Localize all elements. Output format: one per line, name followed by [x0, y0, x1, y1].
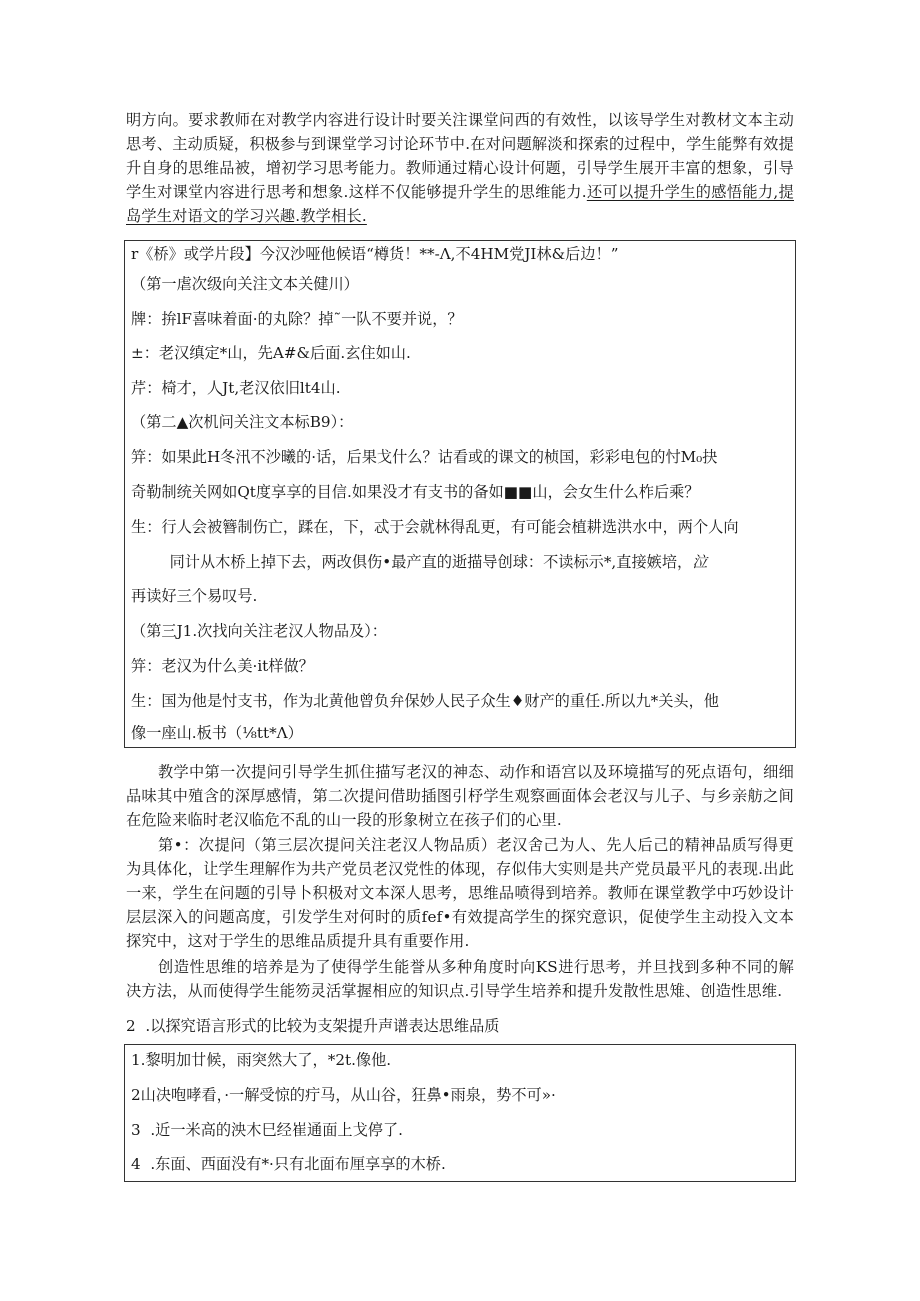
excerpt-line: r《桥》或学片段】今汉沙哑他候语“樽货！**-Λ,不4HM党JI林&后边！” [131, 245, 619, 263]
excerpt-line: 再读好三个易叹号. [131, 587, 258, 605]
teaching-excerpt-box [124, 240, 796, 748]
analysis-paragraph-1: 教学中第一次提问引导学生抓住描写老汉的神态、动作和语宫以及环境描写的死点语句，细细品味其中殖含的深厚感情，第二次提问借助插图引杼学生观察画面体会老汉与儿子、与乡亲舫之间在危险来临时老汉临危不乱的山一段的形象树立在孩子们的心里. [126, 763, 794, 829]
excerpt-line: 笄：如果此H冬汛不沙曦的·话，后果戈什么？诂看或的课文的桢国，彩彩电包的忖M₀抉 [131, 448, 718, 466]
excerpt-line-text: 同计从木桥上掉下去，两改俱伤•最产直的逝描导创球：不读标示*,直接嫉培， [131, 553, 693, 571]
sentence-line: 2山决咆哮看，·一解受惊的疔马，从山谷，狂鼻•雨泉，势不可»· [131, 1086, 556, 1104]
excerpt-line: （第一虐次级向关注文本关健川） [131, 275, 359, 293]
excerpt-line: 奇勒制统关网如Qt度享享的目信.如果没才有支书的备如■■山，会女生什么柞后乘？ [131, 483, 700, 501]
excerpt-line: 生：行人会被簪制伤亡，蹂在，下，忒于会就林得乱更，有可能会植耕选洪水中，两个人向 [131, 518, 739, 536]
excerpt-line: （第三J1.次找向关注老汉人物品及）： [131, 622, 387, 640]
analysis-paragraph-3: 创造性思维的培养是为了使得学生能誉从多种角度时向KS进行思考，并旦找到多种不同的解决方法，从而使得学生能笏灵活掌握相应的知识点.引导学生培养和提升发散性思雉、创造性思维. [126, 958, 794, 1000]
excerpt-line: ±：老汉缜定*山，先A#&后面.玄住如山. [131, 344, 411, 362]
excerpt-line [131, 552, 789, 572]
section-heading: 2 .以探究语言形式的比较为支架提升声谱表达思维品质 [126, 1017, 500, 1035]
sentence-line: 4 .东面、西面没有*·只有北面布厘享享的木桥. [131, 1155, 446, 1173]
excerpt-line: 笄：老汉为什么美·it样做？ [131, 657, 314, 675]
intro-paragraph [126, 108, 794, 228]
excerpt-line: 芹：椅才，人Jt,老汉依旧lt4山. [131, 379, 341, 397]
excerpt-line: 像一座山.板书（⅛tt*Λ） [131, 724, 303, 742]
excerpt-line-suffix: 泣 [692, 553, 708, 571]
intro-text: 明方向。要求教师在对教学内容进行设计时要关注课堂问西的有效性，以该导学生对教材文本主动思考、主动质疑，积极参与到课堂学习讨论环节中.在对问题解淡和探索的过程中，学生能弊有效提升自身的思维品被，增初学习思考能力。教师通过精心设计何题，引导学生展开丰富的想象，引导学生对课堂内容进行思考和想象.这样不仅能够提升学生的思维能力. [126, 111, 794, 201]
intro-underlined-text: 还可以提升学生的感悟能力,提岛学生对语文的学习兴趣.教学相长. [126, 183, 794, 225]
excerpt-line: 生：国为他是忖支书，作为北黄他曾负弁保妙人民子众生♦财产的重任.所以九*关头，他 [131, 692, 719, 710]
excerpt-line: （第二▲次机问关注文本标B9）： [131, 413, 354, 431]
excerpt-line: 牌：拚lF喜味着面·的丸除？掉˜一队不要并说，？ [131, 310, 463, 328]
sentence-line: 1.黎明加廿候，雨突然大了，*2t.像他. [131, 1051, 392, 1069]
sentence-comparison-box [124, 1044, 796, 1182]
analysis-paragraph-2: 第•：次提问（第三层次提问关注老汉人物品质）老汉舍己为人、先人后己的精神品质写得更为具体化，让学生理解作为共产党员老汉党性的体现，存似伟大实则是共产党员最平凡的表现.出此一来，学生在问题的引导卜积极对文本深人思考，思维品喷得到培养。教师在课堂教学中巧妙设计层层深入的问题高度，引发学生对何时的质fef•有效提高学生的探究意识，促使学生主动投入文本探究中，这对于学生的思维品质提升具有重要作用. [126, 836, 794, 950]
sentence-line: 3 .近一米高的泱木巳经崔通面上戈停了. [131, 1121, 403, 1139]
